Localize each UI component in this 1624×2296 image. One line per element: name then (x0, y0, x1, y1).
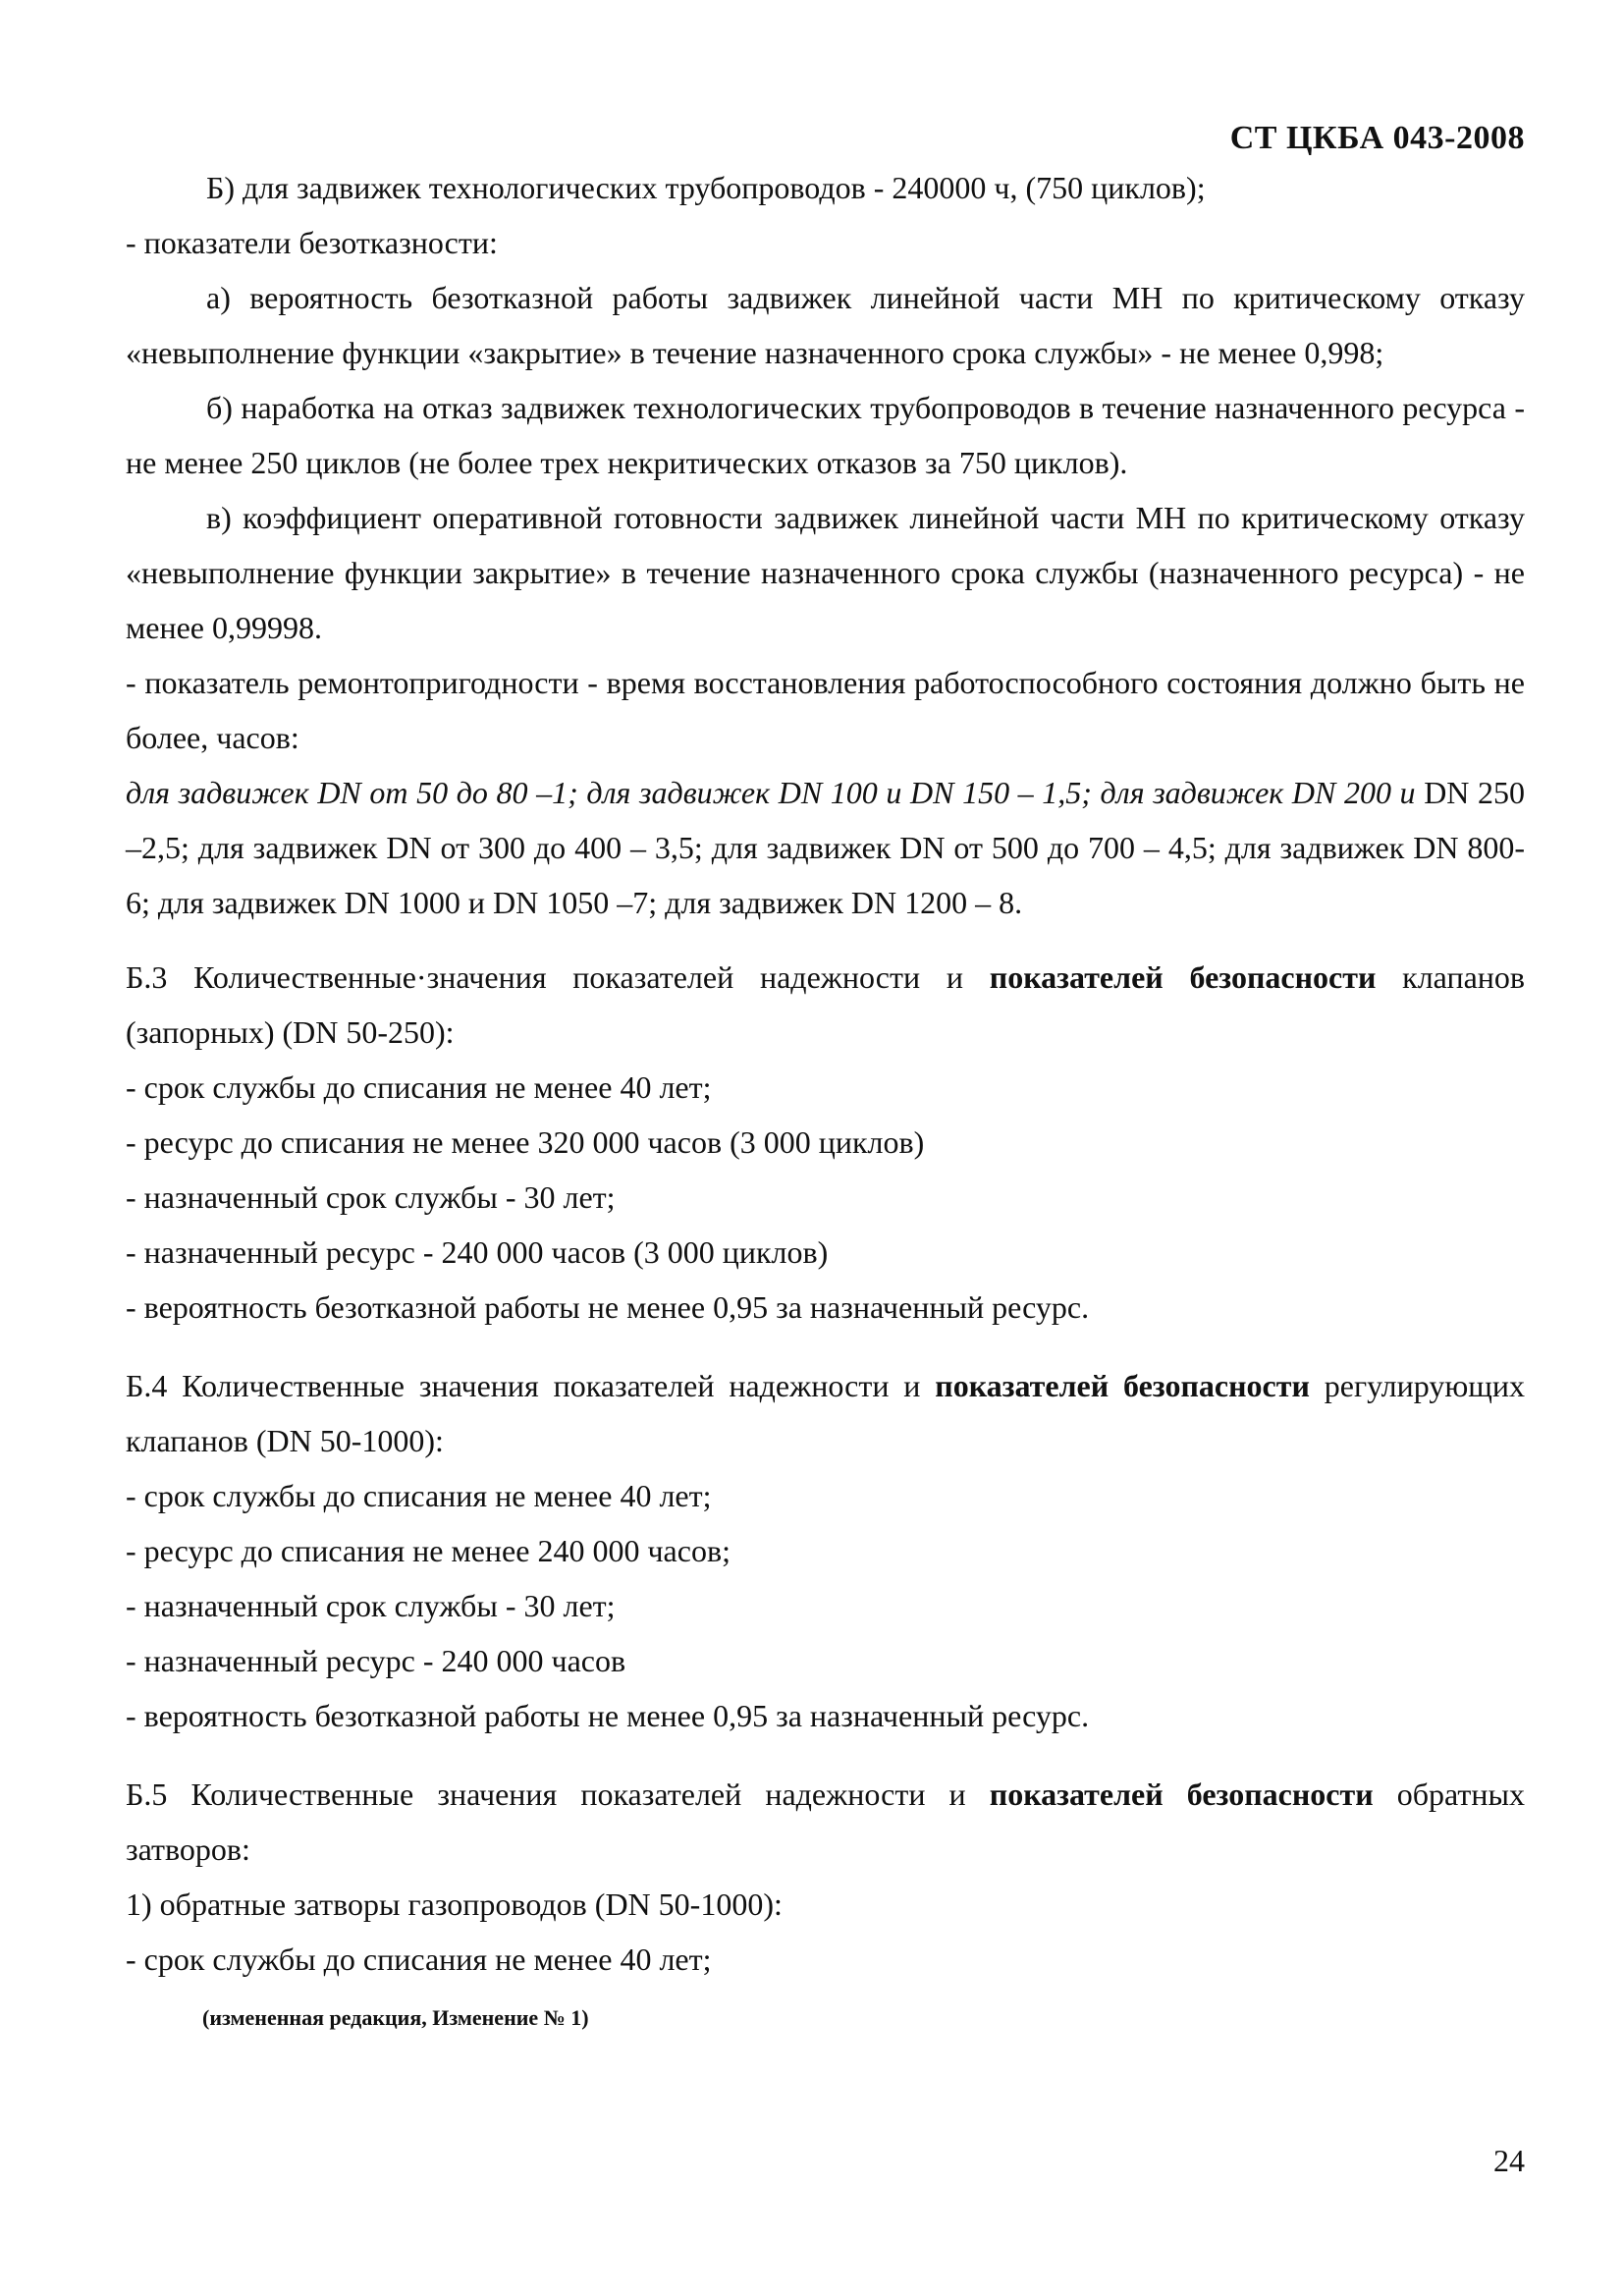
list-item: - назначенный ресурс - 240 000 часов (126, 1643, 626, 1678)
list-item: - срок службы до списания не менее 40 лет; (126, 1069, 712, 1105)
list-item: - назначенный ресурс - 240 000 часов (3 000 циклов) (126, 1234, 829, 1270)
list-item: - срок службы до списания не менее 40 лет; (126, 1478, 712, 1513)
list-item: - ресурс до списания не менее 320 000 часов (3 000 циклов) (126, 1124, 925, 1160)
section-b3-heading (126, 950, 1525, 1060)
section-b5-bold: показателей безопасности (989, 1777, 1374, 1812)
restore-times-italic: для задвижек DN от 50 до 80 –1; для задвижек DN 100 и DN 150 – 1,5; для задвижек DN 200 и (126, 775, 1416, 810)
section-b5-suffix: обратных затворов: (126, 1777, 1525, 1867)
section-b4-bold: показателей безопасности (935, 1368, 1310, 1403)
section-b4-prefix: Б.4 Количественные значения показателей надежности и (126, 1368, 936, 1403)
paragraph-mtbf: б) наработка на отказ задвижек технологических трубопроводов в течение назначенного ресурса - не менее 250 циклов (не более трех некритических отказов за 750 циклов). (126, 390, 1525, 480)
section-b3-suffix: клапанов (запорных) (DN 50-250): (126, 959, 1526, 1050)
section-b3 (126, 950, 1525, 1335)
paragraph-reliability-heading: - показатели безотказности: (126, 225, 498, 260)
list-item: - вероятность безотказной работы не менее 0,95 за назначенный ресурс. (126, 1289, 1090, 1325)
document-body (126, 160, 1525, 2038)
section-b4-suffix: регулирующих клапанов (DN 50-1000): (126, 1368, 1525, 1458)
page-number: 24 (1493, 2143, 1525, 2178)
paragraph-maintainability: - показатель ремонтопригодности - время восстановления работоспособного состояния должно быть не более, часов: (126, 665, 1525, 755)
document-code: СТ ЦКБА 043-2008 (1229, 120, 1525, 156)
list-item: - вероятность безотказной работы не менее 0,95 за назначенный ресурс. (126, 1698, 1090, 1733)
list-item: 1) обратные затворы газопроводов (DN 50-1000): (126, 1886, 783, 1922)
section-b5 (126, 1767, 1525, 1987)
list-item: - срок службы до списания не менее 40 лет; (126, 1941, 712, 1977)
paragraph-restore-times (126, 765, 1525, 930)
section-b3-bold: показателей безопасности (989, 959, 1377, 995)
list-item: - назначенный срок службы - 30 лет; (126, 1588, 616, 1623)
section-b3-prefix: Б.3 Количественные·значения показателей надежности и (126, 959, 990, 995)
section-b5-prefix: Б.5 Количественные значения показателей надежности и (126, 1777, 990, 1812)
paragraph-availability: в) коэффициент оперативной готовности задвижек линейной части МН по критическому отказу «невыполнение функции закрытие» в течение назначенного срока службы (назначенного ресурса) - не менее 0,99998. (126, 500, 1525, 645)
paragraph-failure-probability: а) вероятность безотказной работы задвижек линейной части МН по критическому отказу «невыполнение функции «закрытие» в течение назначенного срока службы» - не менее 0,998; (126, 280, 1525, 370)
restore-times-rest: DN 250 –2,5; для задвижек DN от 300 до 400 – 3,5; для задвижек DN от 500 до 700 – 4,5; для задвижек DN 800- 6; для задвижек DN 1000 и DN 1050 –7; для задвижек DN 1200 – 8. (126, 775, 1526, 920)
section-b4-heading (126, 1358, 1525, 1468)
list-item: - ресурс до списания не менее 240 000 часов; (126, 1533, 731, 1568)
section-b5-heading (126, 1767, 1525, 1877)
section-b4 (126, 1358, 1525, 1743)
paragraph-pipeline-valves: Б) для задвижек технологических трубопроводов - 240000 ч, (750 циклов); (206, 170, 1206, 205)
revision-note: (измененная редакция, Изменение № 1) (202, 2005, 589, 2030)
list-item: - назначенный срок службы - 30 лет; (126, 1179, 616, 1215)
